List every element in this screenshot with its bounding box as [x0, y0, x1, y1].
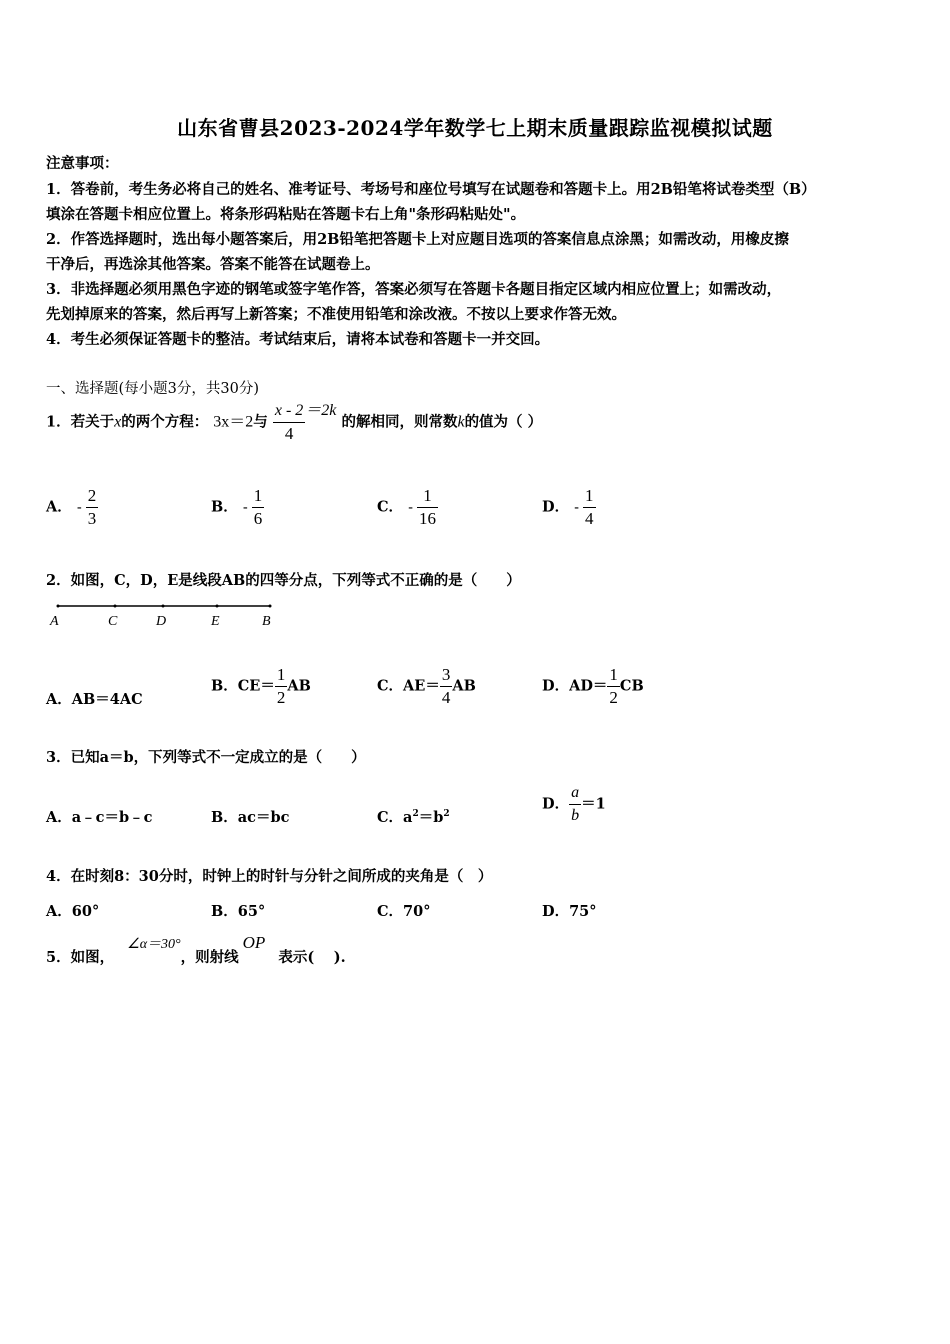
q1-frac-num: x - 2 — [273, 400, 305, 423]
minus-sign: - — [76, 499, 82, 516]
q1-var: x — [114, 413, 122, 431]
q5-suffix: 表示( ). — [278, 949, 346, 966]
q5-prefix: 5．如图， — [46, 949, 115, 966]
point-a-dot — [57, 605, 60, 608]
q1-kvar: k — [457, 413, 465, 431]
q2-option-b[interactable] — [211, 664, 311, 709]
option-label: D． — [542, 677, 570, 695]
point-d-dot — [162, 605, 165, 608]
q1-equation-2-rhs: ＝2k — [305, 401, 337, 419]
q4-option-a[interactable] — [46, 900, 99, 921]
frac-num: 1 — [417, 485, 438, 508]
q4-option-c[interactable] — [377, 900, 430, 921]
q5-ray: OP — [242, 933, 266, 952]
option-text: ＝b — [418, 809, 444, 826]
q1-suffix: 的解相同，则常数 — [341, 413, 458, 431]
note-line: 干净后，再选涂其他答案。答案不能答在试题卷上。 — [46, 256, 380, 273]
superscript: 2 — [412, 809, 419, 820]
option-label: A． — [46, 691, 72, 708]
frac-num: 1 — [583, 485, 596, 508]
frac-num: 1 — [607, 664, 620, 687]
option-text: AD＝ — [569, 677, 608, 695]
q3-option-d[interactable] — [542, 782, 606, 827]
q1-equation-1: 3x＝2 — [213, 413, 254, 431]
q3-option-a[interactable] — [46, 806, 152, 827]
note-line: 4．考生必须保证答题卡的整洁。考试结束后，请将本试卷和答题卡一并交回。 — [46, 331, 550, 348]
frac-den: b — [571, 807, 580, 824]
q2-option-a[interactable] — [46, 688, 143, 709]
option-label: B． — [211, 498, 238, 516]
note-line: 3．非选择题必须用黑色字迹的钢笔或签字笔作答，答案必须写在答题卡各题目指定区域内相应位置上；如需改动， — [46, 281, 782, 298]
frac-num: 1 — [275, 664, 288, 687]
point-label-d: D — [156, 614, 167, 629]
frac-den: 2 — [609, 688, 618, 707]
option-label: A． — [46, 903, 72, 920]
page-title: 山东省曹县2023-2024学年数学七上期末质量跟踪监视模拟试题 — [177, 116, 773, 140]
option-label: B． — [211, 903, 238, 920]
option-text: AB — [452, 677, 476, 695]
q3-option-c[interactable] — [377, 806, 450, 827]
q1-option-b[interactable] — [211, 485, 264, 530]
option-text: a — [403, 809, 413, 826]
note-line: 先划掉原来的答案，然后再写上新答案；不准使用铅笔和涂改液。不按以上要求作答无效。 — [46, 306, 626, 323]
note-line: 填涂在答题卡相应位置上。将条形码粘贴在答题卡右上角"条形码粘贴处"。 — [46, 206, 526, 223]
option-text: 70° — [403, 903, 431, 920]
frac-num: 2 — [86, 485, 99, 508]
q4-option-d[interactable] — [542, 900, 597, 921]
frac-num: 3 — [440, 664, 453, 687]
question-5 — [46, 932, 346, 966]
option-label: D． — [542, 903, 570, 920]
frac-den: 3 — [87, 509, 97, 528]
q1-mid: 的两个方程： — [121, 413, 209, 431]
point-label-e: E — [211, 614, 220, 629]
q1-frac-den: 4 — [284, 424, 294, 443]
q5-mid: ，则射线 — [180, 949, 239, 966]
option-label: C． — [377, 677, 404, 695]
point-label-a: A — [50, 614, 59, 629]
frac-den: 16 — [419, 509, 437, 528]
q1-prefix: 1．若关于 — [46, 413, 115, 431]
notes-heading: 注意事项： — [46, 155, 119, 172]
point-b-dot — [269, 605, 272, 608]
option-label: B． — [211, 809, 238, 826]
q1-suffix-2: 的值为（ ） — [464, 413, 543, 431]
option-label: B． — [211, 677, 238, 695]
minus-sign: - — [408, 499, 414, 516]
option-label: D． — [542, 498, 570, 516]
note-line: 1．答卷前，考生务必将自己的姓名、准考证号、考场号和座位号填写在试题卷和答题卡上。用2B铅笔将试卷类型（B） — [46, 181, 816, 198]
question-3: 3．已知a＝b，下列等式不一定成立的是（ ） — [46, 749, 366, 766]
minus-sign: - — [574, 499, 580, 516]
option-label: D． — [542, 795, 570, 813]
question-2: 2．如图，C，D，E是线段AB的四等分点，下列等式不正确的是（ ） — [46, 572, 521, 589]
q1-option-a[interactable] — [46, 485, 98, 530]
frac-den: 2 — [276, 688, 286, 707]
q2-option-d[interactable] — [542, 664, 644, 709]
point-label-b: B — [262, 614, 271, 629]
option-text: ac＝bc — [237, 809, 290, 826]
q1-fraction — [273, 400, 305, 445]
option-text: 75° — [569, 903, 597, 920]
option-label: C． — [377, 498, 404, 516]
q5-angle: ∠α＝30° — [127, 937, 181, 952]
q1-option-c[interactable] — [377, 485, 438, 530]
frac-den: 6 — [253, 509, 263, 528]
option-text: ＝1 — [581, 795, 606, 813]
q1-and: 与 — [253, 413, 268, 431]
point-c-dot — [114, 605, 117, 608]
frac-den: 4 — [441, 688, 451, 707]
question-1 — [46, 400, 542, 445]
point-e-dot — [216, 605, 219, 608]
option-label: C． — [377, 809, 404, 826]
option-label: C． — [377, 903, 404, 920]
option-text: 65° — [237, 903, 266, 920]
note-line: 2．作答选择题时，选出每小题答案后，用2B铅笔把答题卡上对应题目选项的答案信息点涂黑；如需改动，用橡皮擦 — [46, 231, 789, 248]
option-text: AE＝ — [403, 677, 440, 695]
option-text: AB — [287, 677, 311, 695]
point-label-c: C — [108, 614, 118, 629]
section-heading: 一、选择题(每小题3分，共30分) — [46, 381, 259, 397]
option-text: a﹣c＝b﹣c — [71, 809, 153, 826]
q4-option-b[interactable] — [211, 900, 265, 921]
q1-option-d[interactable] — [542, 485, 596, 530]
option-text: CB — [619, 677, 644, 695]
segment-diagram — [46, 598, 286, 632]
frac-num: 1 — [252, 485, 265, 508]
option-text: CE＝ — [237, 677, 275, 695]
minus-sign: - — [242, 499, 248, 516]
frac-den: 4 — [585, 509, 594, 528]
option-text: 60° — [71, 903, 100, 920]
option-text: AB＝4AC — [71, 691, 143, 708]
question-4: 4．在时刻8：30分时，时钟上的时针与分针之间所成的夹角是（ ） — [46, 868, 493, 885]
frac-num: a — [569, 782, 581, 805]
option-label: A． — [46, 809, 72, 826]
q3-option-b[interactable] — [211, 806, 289, 827]
q2-option-c[interactable] — [377, 664, 476, 709]
superscript: 2 — [443, 809, 450, 820]
option-label: A． — [46, 498, 72, 516]
